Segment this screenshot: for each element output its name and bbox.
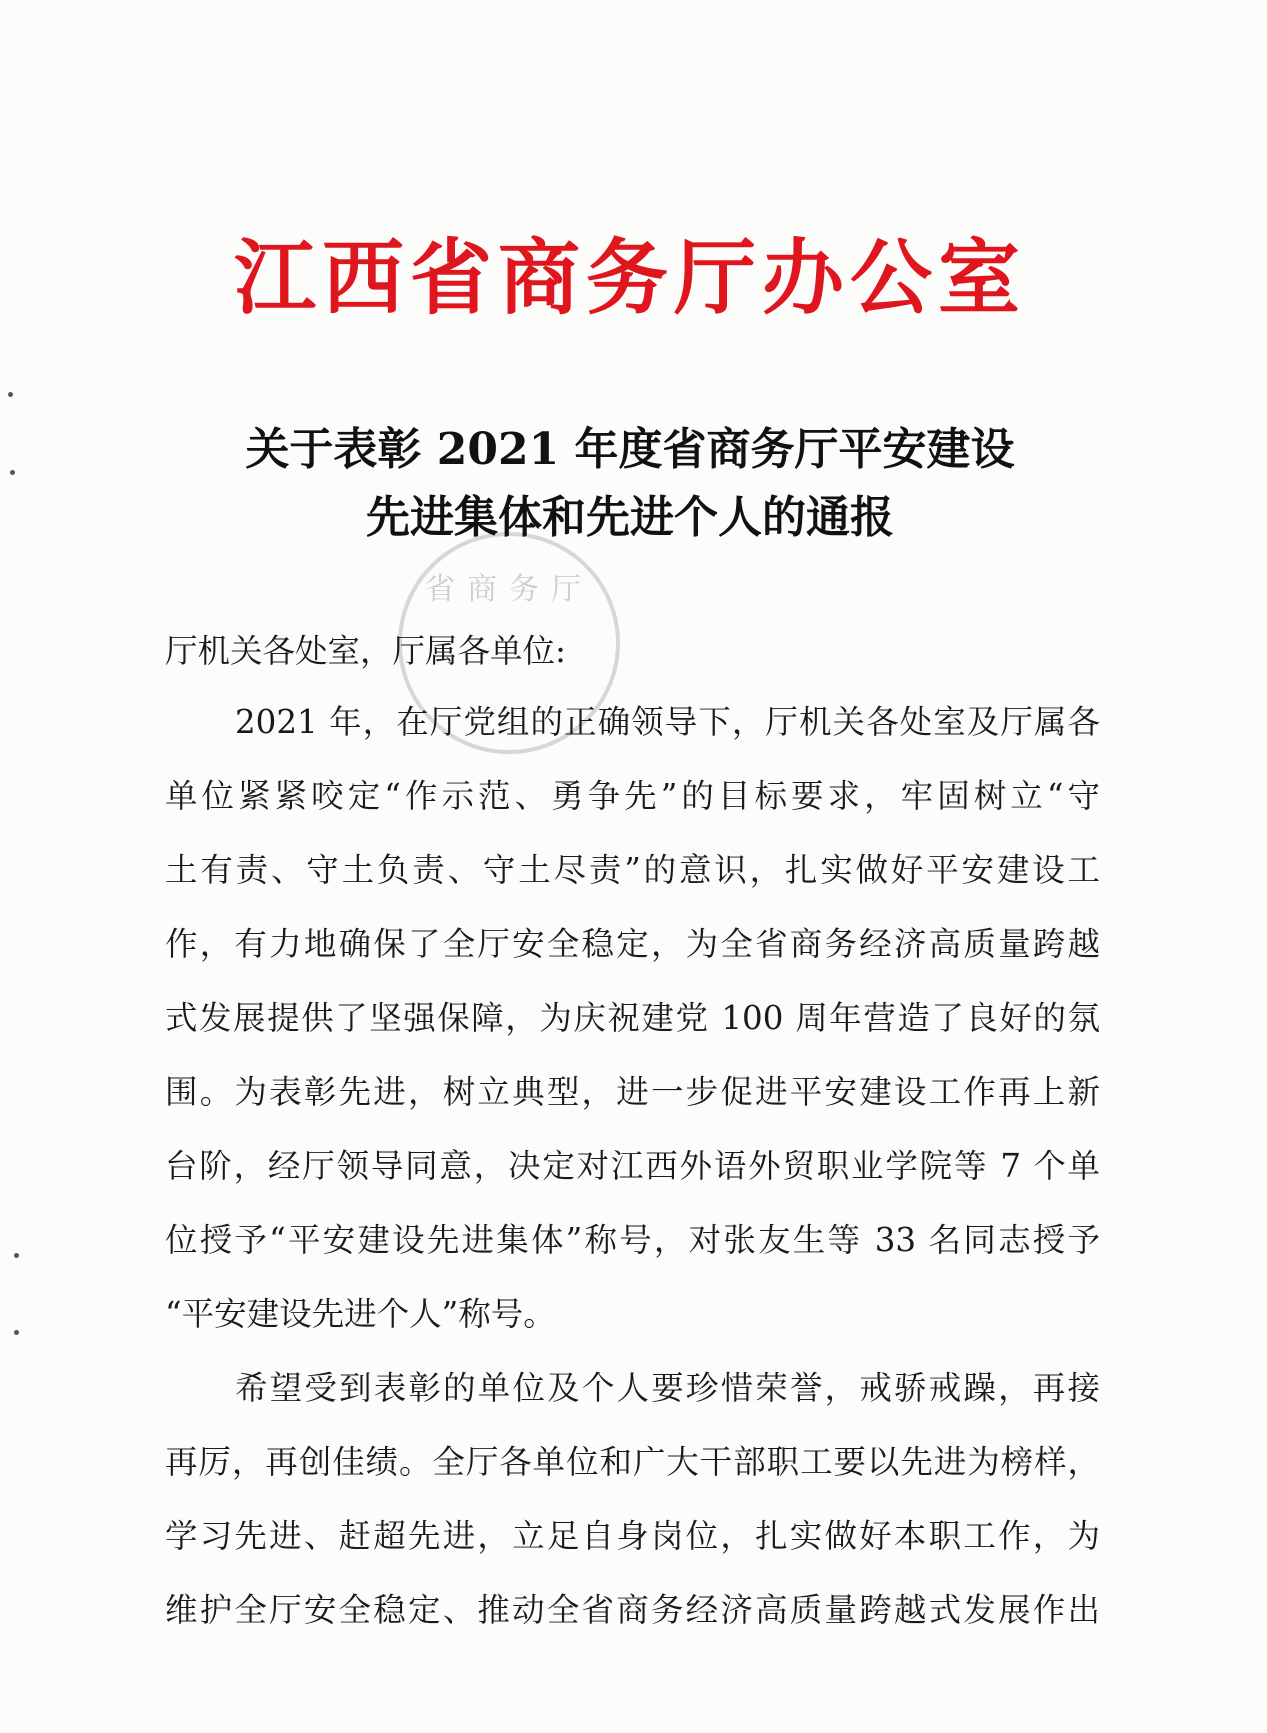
seal-text: 省商务厅	[425, 572, 593, 607]
scan-mark	[14, 1253, 19, 1258]
paragraph-1-line: 围。为表彰先进，树立典型，进一步促进平安建设工作再上新	[165, 1073, 1100, 1111]
salutation: 厅机关各处室，厅属各单位:	[165, 632, 566, 670]
paragraph-1-line: 位授予“平安建设先进集体”称号，对张友生等 33 名同志授予	[165, 1221, 1100, 1259]
document-title-line-1: 关于表彰 2021 年度省商务厅平安建设	[245, 424, 1015, 475]
paragraph-1-line: 作，有力地确保了全厅安全稳定，为全省商务经济高质量跨越	[165, 925, 1100, 963]
paragraph-1-line: 2021 年，在厅党组的正确领导下，厅机关各处室及厅属各	[235, 703, 1100, 741]
paragraph-1-line: 土有责、守土负责、守土尽责”的意识，扎实做好平安建设工	[165, 851, 1100, 889]
scan-mark	[10, 470, 15, 475]
paragraph-1-line: 台阶，经厅领导同意，决定对江西外语外贸职业学院等 7 个单	[165, 1147, 1100, 1185]
paragraph-2-line: 希望受到表彰的单位及个人要珍惜荣誉，戒骄戒躁，再接	[235, 1369, 1100, 1407]
paragraph-2-line: 学习先进、赶超先进，立足自身岗位，扎实做好本职工作，为	[165, 1517, 1100, 1555]
paragraph-1-line: 单位紧紧咬定“作示范、勇争先”的目标要求，牢固树立“守	[165, 777, 1100, 815]
scan-mark	[14, 1330, 19, 1335]
paragraph-2-line: 再厉，再创佳绩。全厅各单位和广大干部职工要以先进为榜样，	[165, 1443, 1100, 1481]
document-title-line-2: 先进集体和先进个人的通报	[366, 492, 894, 543]
issuing-office-header: 江西省商务厅办公室	[233, 230, 1026, 326]
scan-mark	[8, 392, 13, 397]
paragraph-1-line: “平安建设先进个人”称号。	[165, 1295, 556, 1333]
paragraph-2-line: 维护全厅安全稳定、推动全省商务经济高质量跨越式发展作出	[165, 1591, 1100, 1629]
paragraph-1-line: 式发展提供了坚强保障，为庆祝建党 100 周年营造了良好的氛	[165, 999, 1100, 1037]
